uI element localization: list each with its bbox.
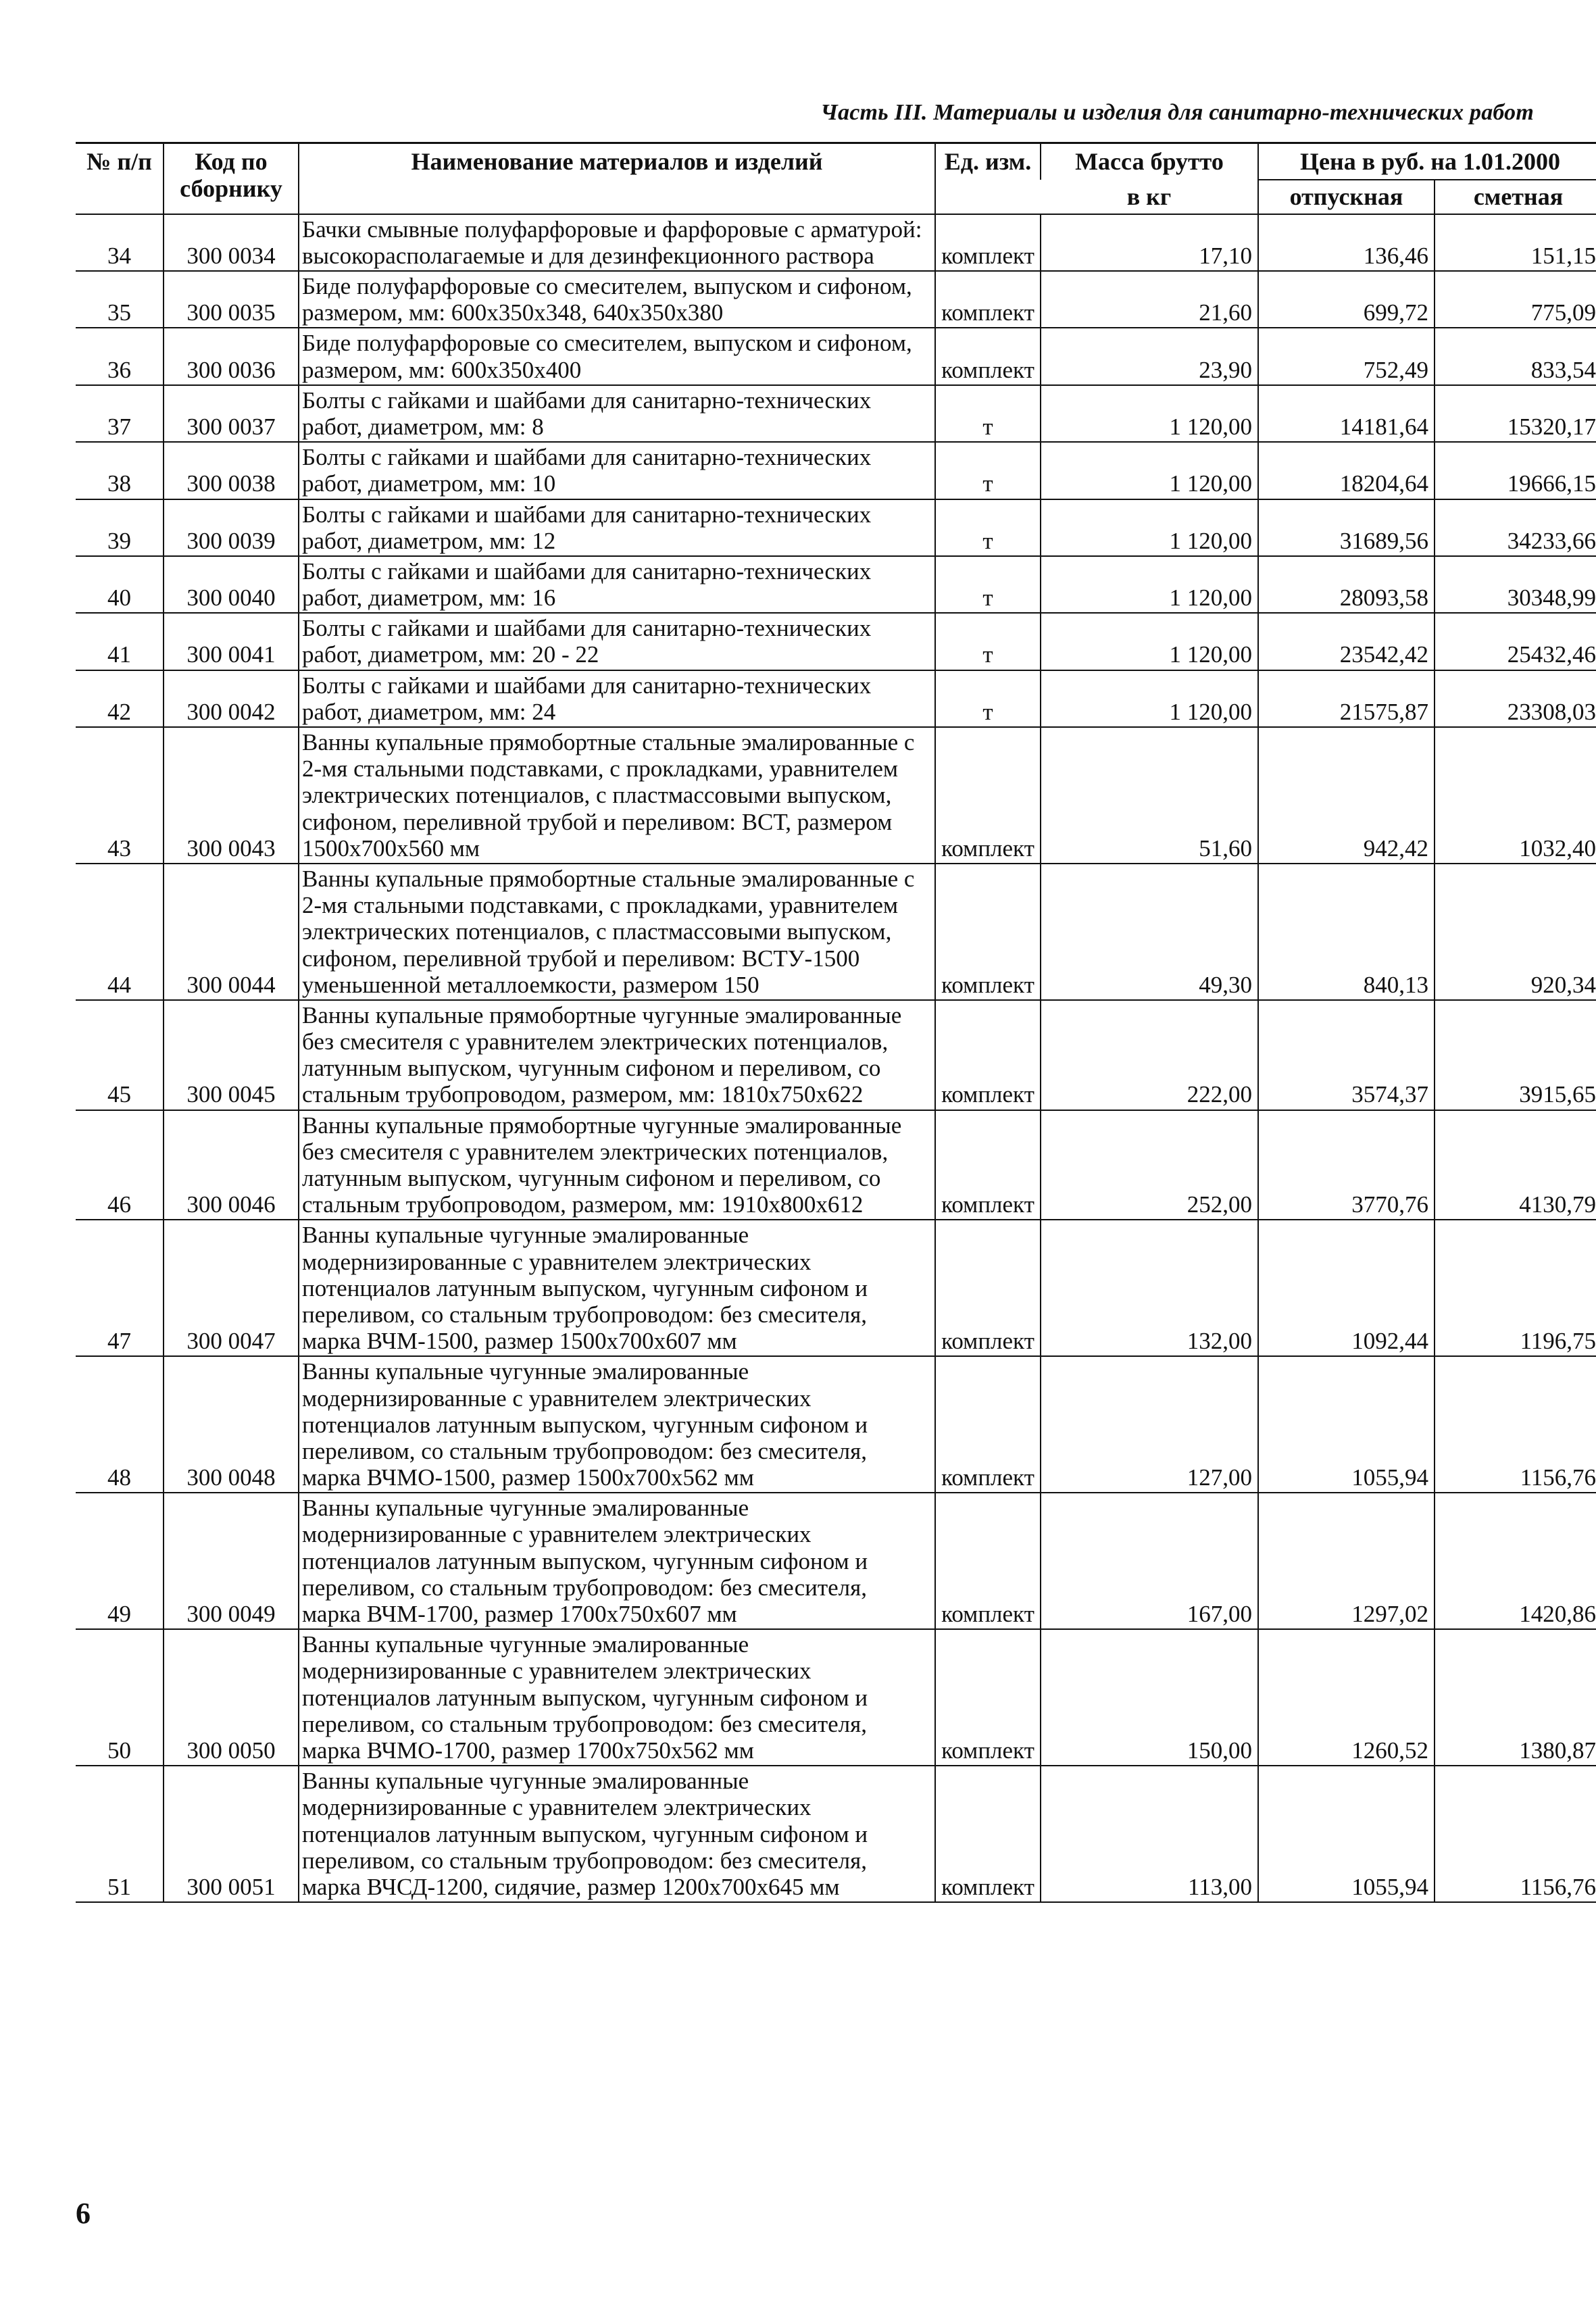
row-mass: 1 120,00 [1041,670,1258,727]
row-price-estimate: 1196,75 [1435,1220,1596,1356]
row-mass: 1 120,00 [1041,613,1258,670]
row-unit: комплект [935,328,1041,384]
row-price-estimate: 775,09 [1435,271,1596,328]
row-price-release: 136,46 [1258,214,1435,271]
row-number: 38 [76,442,164,499]
row-price-release: 3770,76 [1258,1110,1435,1220]
row-price-estimate: 1380,87 [1435,1629,1596,1766]
row-unit: комплект [935,1220,1041,1356]
table-row [76,1000,1596,1110]
row-mass: 222,00 [1041,1000,1258,1110]
row-unit: комплект [935,214,1041,271]
row-mass: 1 120,00 [1041,442,1258,499]
row-name: Ванны купальные прямобортные чугунные эмалированные без смесителя с уравнителем электрических потенциалов, латунным выпуском, чугунным сифоном и переливом, со стальным трубопроводом, размером, мм: 1910х800х612 [299,1110,935,1220]
row-mass: 127,00 [1041,1356,1258,1493]
row-name: Ванны купальные чугунные эмалированные модернизированные с уравнителем электрических потенциалов латунным выпуском, чугунным сифоном и переливом, со стальным трубопроводом: без смесителя, марка ВЧМ-1700, размер 1700х750х607 мм [299,1493,935,1629]
row-price-estimate: 1156,76 [1435,1356,1596,1493]
row-number: 34 [76,214,164,271]
row-price-release: 23542,42 [1258,613,1435,670]
row-code: 300 0042 [164,670,299,727]
row-mass: 17,10 [1041,214,1258,271]
row-unit: т [935,613,1041,670]
table-row [76,1220,1596,1356]
row-number: 50 [76,1629,164,1766]
running-header: Часть III. Материалы и изделия для санитарно-технических работ [820,100,1534,125]
table-row [76,442,1596,499]
row-name: Болты с гайками и шайбами для санитарно-технических работ, диаметром, мм: 16 [299,556,935,613]
row-mass: 21,60 [1041,271,1258,328]
header-mass: Масса брутто [1041,143,1258,180]
row-mass: 23,90 [1041,328,1258,384]
row-unit: комплект [935,1356,1041,1493]
row-unit: комплект [935,1493,1041,1629]
table-row [76,328,1596,384]
table-row [76,499,1596,556]
row-number: 35 [76,271,164,328]
table-row [76,727,1596,864]
row-name: Ванны купальные чугунные эмалированные модернизированные с уравнителем электрических потенциалов латунным выпуском, чугунным сифоном и переливом, со стальным трубопроводом: без смесителя, марка ВЧМО-1700, размер 1700х750х562 мм [299,1629,935,1766]
row-number: 40 [76,556,164,613]
row-unit: т [935,499,1041,556]
row-code: 300 0035 [164,271,299,328]
row-price-estimate: 4130,79 [1435,1110,1596,1220]
row-price-release: 942,42 [1258,727,1435,864]
row-price-release: 1055,94 [1258,1356,1435,1493]
row-name: Биде полуфарфоровые со смесителем, выпуском и сифоном, размером, мм: 600х350х348, 640х350х380 [299,271,935,328]
row-name: Болты с гайками и шайбами для санитарно-технических работ, диаметром, мм: 8 [299,385,935,442]
row-code: 300 0043 [164,727,299,864]
row-number: 42 [76,670,164,727]
table-row [76,1110,1596,1220]
row-mass: 150,00 [1041,1629,1258,1766]
row-name: Биде полуфарфоровые со смесителем, выпуском и сифоном, размером, мм: 600х350х400 [299,328,935,384]
row-unit: комплект [935,1766,1041,1902]
row-code: 300 0051 [164,1766,299,1902]
table-body [76,214,1596,1902]
row-name: Болты с гайками и шайбами для санитарно-технических работ, диаметром, мм: 10 [299,442,935,499]
row-price-release: 18204,64 [1258,442,1435,499]
row-name: Бачки смывные полуфарфоровые и фарфоровые с арматурой: высокорасполагаемые и для дезинфекционного раствора [299,214,935,271]
table-row [76,1356,1596,1493]
row-price-release: 28093,58 [1258,556,1435,613]
row-mass: 51,60 [1041,727,1258,864]
row-unit: комплект [935,271,1041,328]
row-price-release: 699,72 [1258,271,1435,328]
row-name: Болты с гайками и шайбами для санитарно-технических работ, диаметром, мм: 24 [299,670,935,727]
header-num: № п/п [76,143,164,214]
header-mass-unit: в кг [1126,183,1172,211]
table-row [76,670,1596,727]
row-number: 48 [76,1356,164,1493]
row-mass: 167,00 [1041,1493,1258,1629]
row-code: 300 0049 [164,1493,299,1629]
row-number: 39 [76,499,164,556]
page-number: 6 [76,2197,91,2230]
row-mass: 132,00 [1041,1220,1258,1356]
table-row [76,271,1596,328]
row-code: 300 0045 [164,1000,299,1110]
row-price-release: 1092,44 [1258,1220,1435,1356]
row-price-estimate: 1032,40 [1435,727,1596,864]
table-row [76,864,1596,1000]
row-number: 51 [76,1766,164,1902]
row-mass: 49,30 [1041,864,1258,1000]
row-number: 49 [76,1493,164,1629]
row-price-estimate: 25432,46 [1435,613,1596,670]
table-row [76,1493,1596,1629]
header-code: Код по сборнику [164,143,299,214]
row-price-release: 21575,87 [1258,670,1435,727]
header-name: Наименование материалов и изделий [299,143,935,214]
row-price-estimate: 34233,66 [1435,499,1596,556]
row-number: 37 [76,385,164,442]
row-number: 36 [76,328,164,384]
row-price-release: 840,13 [1258,864,1435,1000]
row-name: Ванны купальные прямобортные чугунные эмалированные без смесителя с уравнителем электрических потенциалов, латунным выпуском, чугунным сифоном и переливом, со стальным трубопроводом, размером, мм: 1810х750х622 [299,1000,935,1110]
table-row [76,556,1596,613]
table-row [76,1766,1596,1902]
row-name: Ванны купальные прямобортные стальные эмалированные с 2-мя стальными подставками, с прокладками, уравнителем электрических потенциалов, с пластмассовыми выпуском, сифоном, переливной трубой и переливом: ВСТУ-1500 уменьшенной металлоемкости, размером 150 [299,864,935,1000]
row-price-estimate: 1420,86 [1435,1493,1596,1629]
row-unit: комплект [935,1629,1041,1766]
row-code: 300 0034 [164,214,299,271]
row-price-release: 3574,37 [1258,1000,1435,1110]
row-price-estimate: 920,34 [1435,864,1596,1000]
row-code: 300 0041 [164,613,299,670]
row-code: 300 0048 [164,1356,299,1493]
row-mass: 252,00 [1041,1110,1258,1220]
row-code: 300 0037 [164,385,299,442]
row-price-release: 1260,52 [1258,1629,1435,1766]
row-name: Болты с гайками и шайбами для санитарно-технических работ, диаметром, мм: 20 - 22 [299,613,935,670]
row-number: 45 [76,1000,164,1110]
row-number: 44 [76,864,164,1000]
row-name: Ванны купальные прямобортные стальные эмалированные с 2-мя стальными подставками, с прокладками, уравнителем электрических потенциалов, с пластмассовыми выпуском, сифоном, переливной трубой и переливом: ВСТ, размером 1500х700х560 мм [299,727,935,864]
header-price-estimate: сметная [1435,180,1596,214]
row-unit: т [935,442,1041,499]
row-price-release: 1297,02 [1258,1493,1435,1629]
row-price-release: 1055,94 [1258,1766,1435,1902]
row-price-estimate: 23308,03 [1435,670,1596,727]
header-price: Цена в руб. на 1.01.2000 [1258,143,1596,180]
row-name: Ванны купальные чугунные эмалированные модернизированные с уравнителем электрических потенциалов латунным выпуском, чугунным сифоном и переливом, со стальным трубопроводом: без смесителя, марка ВЧМО-1500, размер 1500х700х562 мм [299,1356,935,1493]
table-row [76,1629,1596,1766]
row-number: 47 [76,1220,164,1356]
row-price-estimate: 833,54 [1435,328,1596,384]
table-row [76,214,1596,271]
row-mass: 1 120,00 [1041,556,1258,613]
header-unit: Ед. изм. [935,143,1041,214]
row-price-estimate: 15320,17 [1435,385,1596,442]
row-code: 300 0050 [164,1629,299,1766]
row-unit: комплект [935,864,1041,1000]
row-code: 300 0047 [164,1220,299,1356]
row-code: 300 0038 [164,442,299,499]
table-row [76,385,1596,442]
row-name: Болты с гайками и шайбами для санитарно-технических работ, диаметром, мм: 12 [299,499,935,556]
row-price-release: 14181,64 [1258,385,1435,442]
row-mass: 1 120,00 [1041,499,1258,556]
row-price-release: 752,49 [1258,328,1435,384]
price-table [76,142,1596,1903]
row-code: 300 0044 [164,864,299,1000]
row-price-release: 31689,56 [1258,499,1435,556]
row-name: Ванны купальные чугунные эмалированные модернизированные с уравнителем электрических потенциалов латунным выпуском, чугунным сифоном и переливом, со стальным трубопроводом: без смесителя, марка ВЧМ-1500, размер 1500х700х607 мм [299,1220,935,1356]
row-unit: т [935,556,1041,613]
row-code: 300 0046 [164,1110,299,1220]
row-price-estimate: 19666,15 [1435,442,1596,499]
row-mass: 1 120,00 [1041,385,1258,442]
row-mass: 113,00 [1041,1766,1258,1902]
row-unit: комплект [935,727,1041,864]
row-code: 300 0036 [164,328,299,384]
row-price-estimate: 30348,99 [1435,556,1596,613]
row-name: Ванны купальные чугунные эмалированные модернизированные с уравнителем электрических потенциалов латунным выпуском, чугунным сифоном и переливом, со стальным трубопроводом: без смесителя, марка ВЧСД-1200, сидячие, размер 1200х700х645 мм [299,1766,935,1902]
row-price-estimate: 1156,76 [1435,1766,1596,1902]
row-number: 43 [76,727,164,864]
header-price-release: отпускная [1258,180,1435,214]
row-price-estimate: 151,15 [1435,214,1596,271]
row-price-estimate: 3915,65 [1435,1000,1596,1110]
row-code: 300 0039 [164,499,299,556]
row-number: 46 [76,1110,164,1220]
row-unit: комплект [935,1000,1041,1110]
table-row [76,613,1596,670]
row-unit: комплект [935,1110,1041,1220]
row-code: 300 0040 [164,556,299,613]
row-unit: т [935,670,1041,727]
row-number: 41 [76,613,164,670]
row-unit: т [935,385,1041,442]
